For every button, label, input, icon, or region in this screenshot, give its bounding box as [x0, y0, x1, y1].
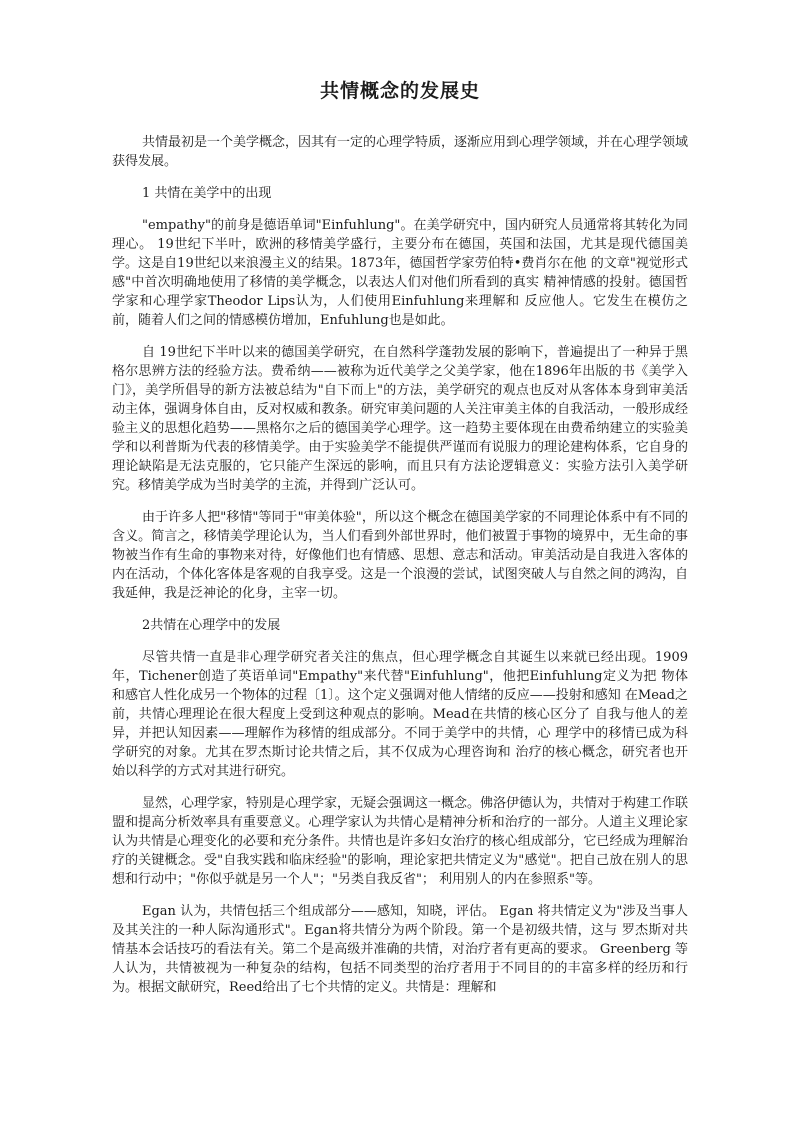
page-title: 共情概念的发展史: [319, 80, 480, 102]
intro-paragraph: 共情最初是一个美学概念，因其有一定的心理学特质，逐渐应用到心理学领域，并在心理学领域获得发展。: [112, 135, 689, 169]
body-paragraph: 尽管共情一直是非心理学研究者关注的焦点，但心理学概念自其诞生以来就已经出现。1909年，Tichener创造了英语单词"Empathy"来代替"Einfuhlung"，他把Einfuhlung定义为把 物体和感官人性化成另一个物体的过程〔1〕。这个定义强调对他人情绪的反应——投射和感知 在Mead之前，共情心理理论在很大程度上受到这种观点的影响。Mead在共情的核心区分了 自我与他人的差异，并把认知因素——理解作为移情的组成部分。不同于美学中的共情，心 理学中的移情已成为科学研究的对象。尤其在罗杰斯讨论共情之后，其不仅成为心理咨询和 治疗的核心概念，研究者也开始以科学的方式对其进行研究。: [112, 650, 688, 779]
body-paragraph: 自 19世纪下半叶以来的德国美学研究，在自然科学蓬勃发展的影响下，普遍提出了一种异于黑格尔思辨方法的经验方法。费希纳——被称为近代美学之父美学家，他在1896年出版的书《美学入门》，美学所倡导的新方法被总结为"自下而上"的方法，美学研究的观点也反对从客体本身到审美活动主体，强调身体自由，反对权威和教条。研究审美问题的人关注审美主体的自我活动，一般形成经验主义的思想化趋势——黑格尔之后的德国美学心理学。这一趋势主要体现在由费希纳建立的实验美学和以利普斯为代表的移情美学。由于实验美学不能提供严谨而有说服力的理论建构体系，它自身的理论缺陷是无法克服的，它只能产生深远的影响，而且只有方法论逻辑意义：实验方法引入美学研究。移情美学成为当时美学的主流，并得到广泛认可。: [112, 345, 688, 493]
section-heading-1: 1 共情在美学中的出现: [142, 186, 272, 201]
section-heading-2: 2共情在心理学中的发展: [142, 618, 281, 633]
body-paragraph: 由于许多人把"移情"等同于"审美体验"，所以这个概念在德国美学家的不同理论体系中有不同的含义。简言之，移情美学理论认为，当人们看到外部世界时，他们被置于事物的境界中，无生命的事物被当作有生命的事物来对待，好像他们也有情感、思想、意志和活动。审美活动是自我进入客体的内在活动，个体化客体是客观的自我享受。这是一个浪漫的尝试，试图突破人与自然之间的鸿沟，自我延伸，我是泛神论的化身，主宰一切。: [112, 510, 688, 601]
body-paragraph: 显然，心理学家，特别是心理学家，无疑会强调这一概念。佛洛伊德认为，共情对于构建工作联盟和提高分析效率具有重要意义。心理学家认为共情心是精神分析和治疗的一部分。人道主义理论家认为共情是心理变化的必要和充分条件。共情也是许多妇女治疗的核心组成部分，它已经成为理解治疗的关键概念。受"自我实践和临床经验"的影响，理论家把共情定义为"感觉"。把自己放在别人的思想和行动中；"你似乎就是另一个人"；"另类自我反省"； 利用别人的内在参照系"等。: [112, 796, 689, 887]
body-paragraph: Egan 认为，共情包括三个组成部分——感知，知晓，评估。 Egan 将共情定义为"涉及当事人及其关注的一种人际沟通形式"。Egan将共情分为两个阶段。第一个是初级共情，这与 罗杰斯对共情基本会话技巧的看法有关。第二个是高级并准确的共情，对治疗者有更高的要求。 Greenberg 等人认为，共情被视为一种复杂的结构，包括不同类型的治疗者用于不同目的的丰富多样的经历和行为。根据文献研究，Reed给出了七个共情的定义。共情是：理解和: [112, 904, 688, 995]
body-paragraph: "empathy"的前身是德语单词"Einfuhlung"。在美学研究中，国内研究人员通常将其转化为同理心。 19世纪下半叶，欧洲的移情美学盛行，主要分布在德国，英国和法国，尤其是现代德国美学。这是自19世纪以来浪漫主义的结果。1873年，德国哲学家劳伯特•费肖尔在他 的文章"视觉形式感"中首次明确地使用了移情的美学概念，以表达人们对他们所看到的真实 精神情感的投射。德国哲学家和心理学家Theodor Lips认为，人们使用Einfuhlung来理解和 反应他人。它发生在模仿之前，随着人们之间的情感模仿增加，Enfuhlung也是如此。: [112, 218, 688, 328]
